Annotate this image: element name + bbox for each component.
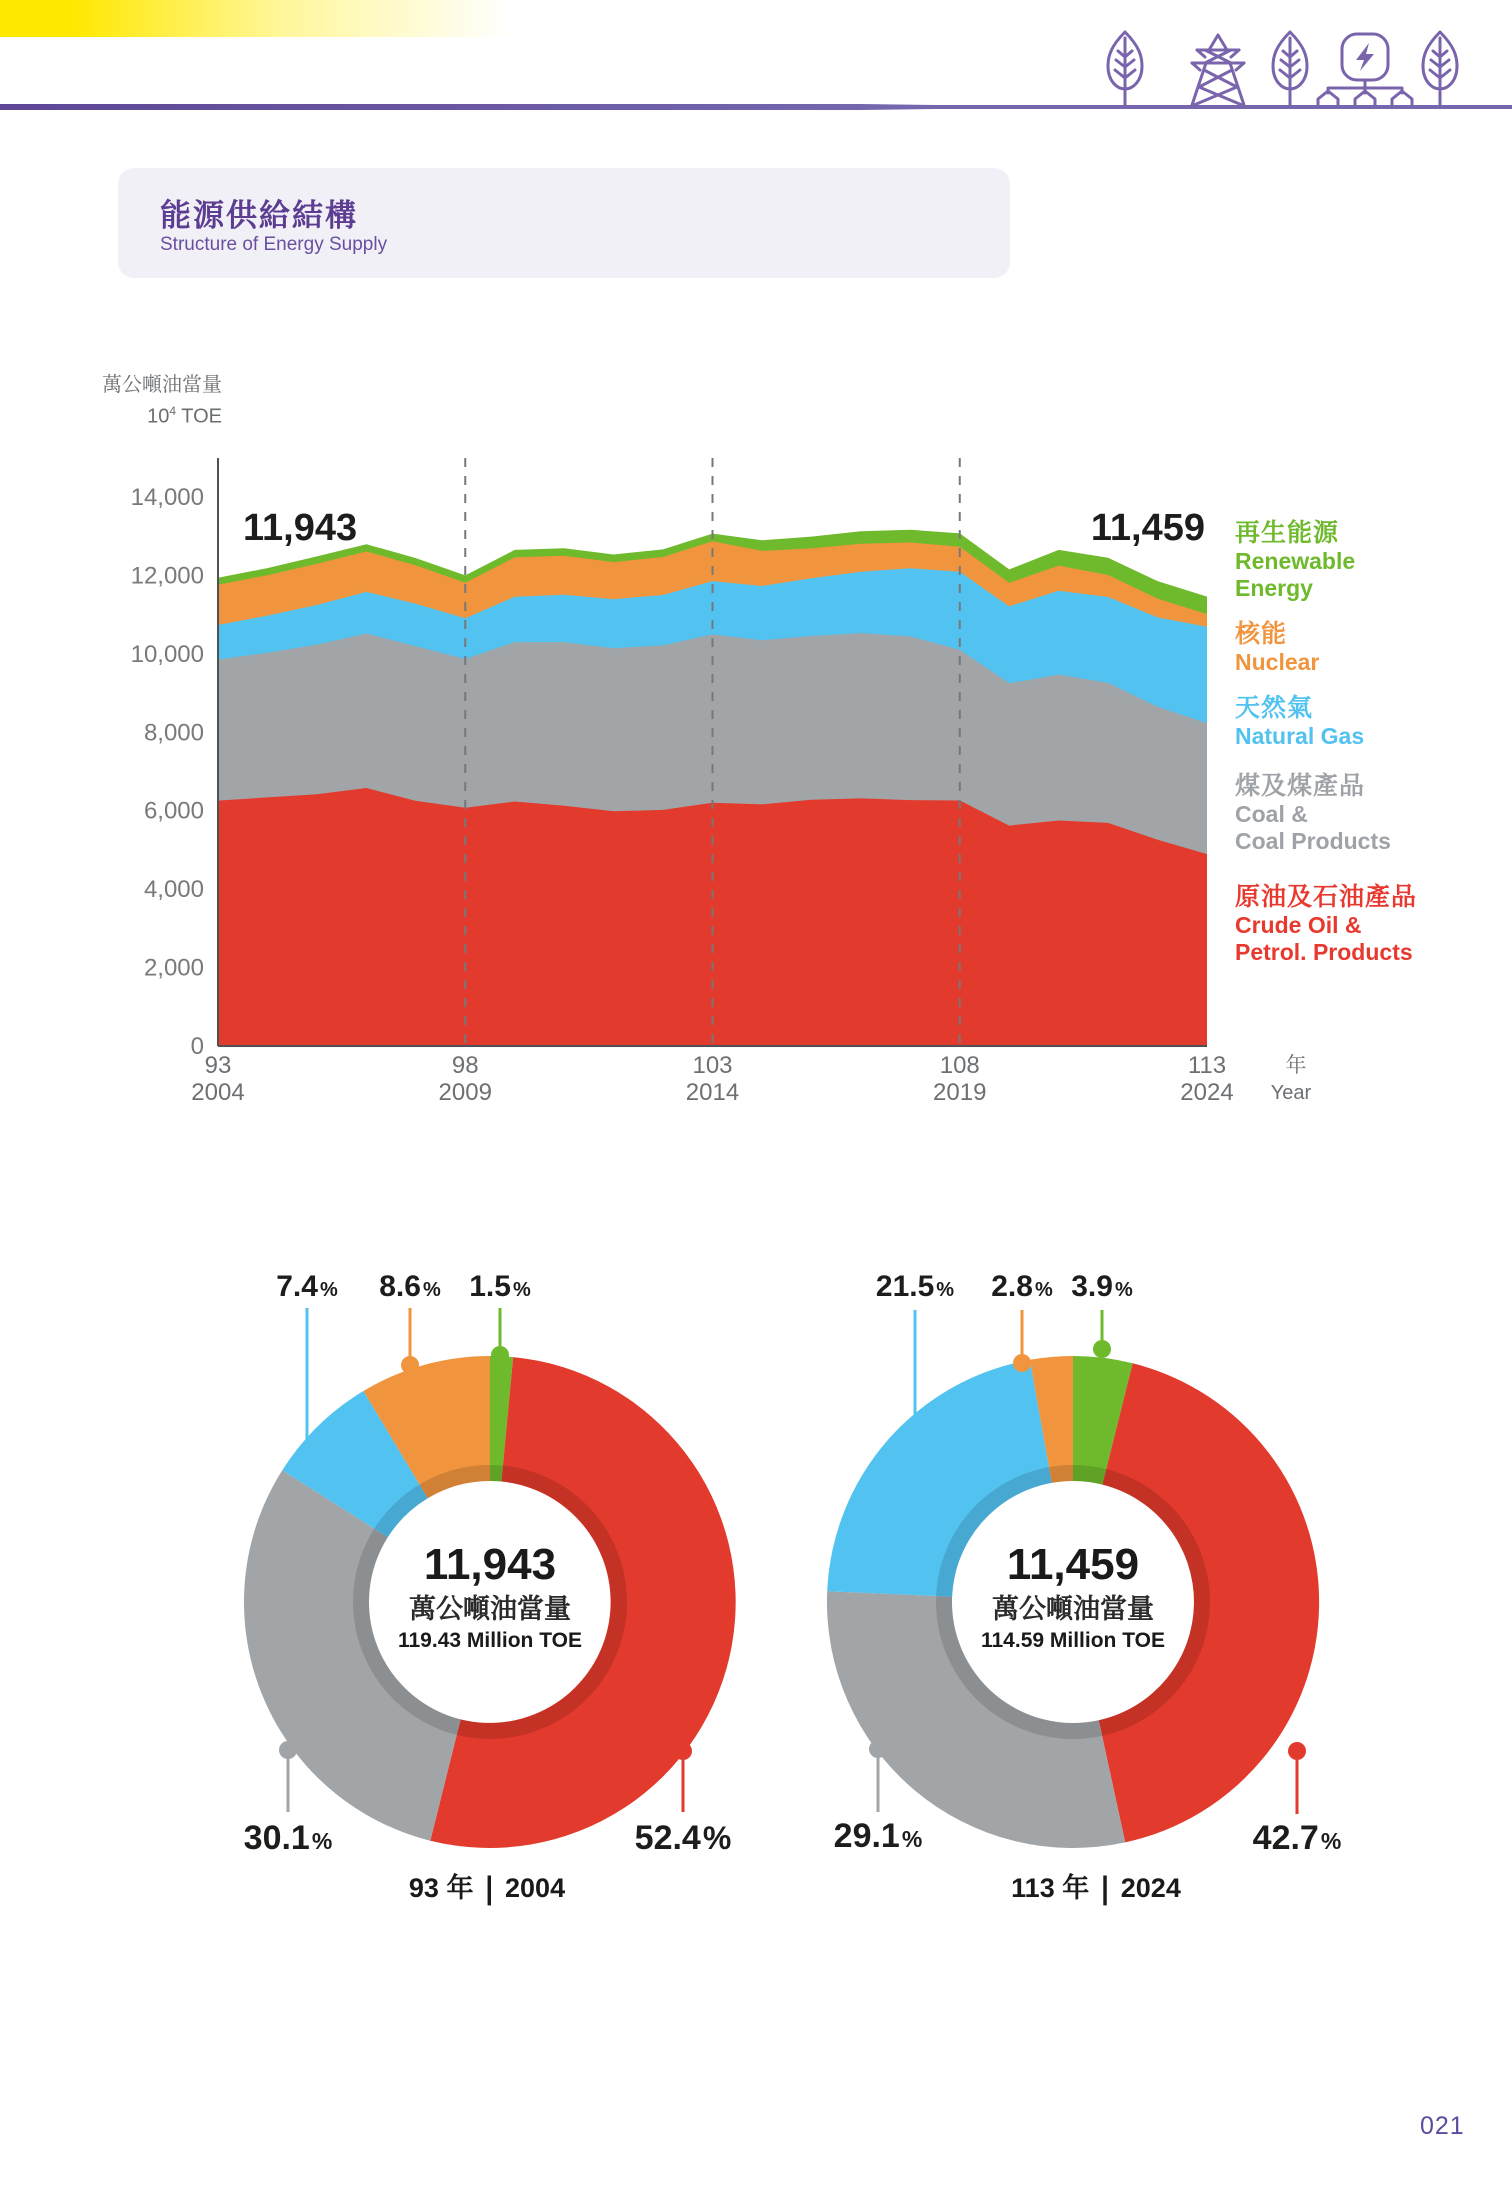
y-tick-label: 0 — [190, 1033, 204, 1060]
legend-label: 核能 — [1235, 620, 1288, 648]
legend-label: Natural Gas — [1235, 723, 1365, 749]
x-tick-ad-year: 2019 — [933, 1079, 987, 1106]
x-tick-ad-year: 2024 — [1180, 1079, 1234, 1106]
page-number: 021 — [1420, 2112, 1465, 2140]
donut-percentage-label: 52.4% — [634, 1819, 732, 1857]
x-tick-roc-year: 108 — [939, 1052, 980, 1079]
donut-unit-zh: 萬公噸油當量 — [409, 1594, 571, 1624]
y-tick-label: 12,000 — [130, 562, 204, 590]
x-tick-roc-year: 98 — [451, 1052, 479, 1079]
legend-label: Crude Oil & — [1235, 912, 1362, 938]
leader-dot — [906, 1422, 924, 1440]
legend-label: Renewable — [1235, 548, 1356, 574]
donut-percentage-label: 42.7% — [1252, 1819, 1342, 1857]
y-tick-label: 6,000 — [143, 797, 204, 825]
leader-dot — [401, 1356, 419, 1374]
transmission-tower-icon — [1192, 35, 1244, 105]
leader-dot — [491, 1346, 509, 1364]
x-tick-ad-year: 2014 — [685, 1079, 740, 1106]
legend-item-renewable — [1235, 519, 1505, 602]
y-tick-label: 8,000 — [143, 719, 204, 747]
x-tick-ad-year: 2009 — [438, 1079, 492, 1106]
section-title-block — [118, 168, 1010, 278]
y-tick-label: 2,000 — [143, 954, 204, 982]
legend-label: Coal & — [1235, 801, 1308, 827]
page-title-zh: 能源供給結構 — [160, 198, 358, 233]
legend-label: 再生能源 — [1235, 519, 1340, 547]
legend-label: 原油及石油產品 — [1235, 883, 1418, 911]
total-annotation: 11,943 — [243, 507, 358, 549]
donut-percentage-label: 2.8 % — [991, 1270, 1053, 1303]
donut-caption-2004: 93 年 | 2004 — [408, 1870, 566, 1906]
energy-supply-donut-charts — [0, 1240, 1512, 1920]
y-axis-unit-en: $10^4$ TOE — [147, 404, 222, 428]
donut-percentage-label: 21.5 % — [875, 1270, 955, 1303]
donut-percentage-label: 3.9 % — [1071, 1270, 1133, 1303]
legend-label: 天然氣 — [1235, 694, 1314, 722]
leader-dot — [1288, 1742, 1306, 1760]
legend-item-crude-oil — [1235, 883, 1505, 966]
x-axis-label-zh: 年 — [1285, 1054, 1307, 1077]
donut-center-2004 — [365, 1541, 615, 1653]
power-distribution-icon — [1318, 34, 1412, 105]
donut-center-2024 — [948, 1541, 1198, 1653]
x-tick-roc-year: 113 — [1187, 1052, 1227, 1079]
y-tick-label: 4,000 — [143, 876, 204, 904]
y-tick-label: 14,000 — [130, 484, 204, 511]
leader-dot — [869, 1740, 887, 1758]
leaf-icon — [1273, 32, 1307, 105]
top-yellow-accent-bar — [0, 0, 512, 37]
donut-percentage-label: 30.1% — [243, 1819, 333, 1857]
x-tick-roc-year: 93 — [204, 1052, 232, 1079]
legend-item-coal — [1235, 772, 1505, 855]
header-energy-icons — [1093, 30, 1473, 108]
x-axis-label-en: Year — [1270, 1082, 1312, 1104]
leaf-icon — [1423, 32, 1457, 105]
x-tick-roc-year: 103 — [692, 1052, 733, 1079]
leader-dot — [298, 1455, 316, 1473]
y-axis-unit-label — [60, 372, 222, 430]
donut-percentage-label: 29.1% — [833, 1817, 923, 1855]
legend-label: Coal Products — [1235, 828, 1391, 854]
header-rule-accent — [0, 104, 935, 110]
donut-total-value: 11,943 — [423, 1540, 557, 1589]
donut-percentage-label: 7.4 % — [276, 1270, 338, 1303]
y-tick-label: 10,000 — [130, 640, 204, 668]
leader-dot — [674, 1742, 692, 1760]
leader-dot — [1093, 1340, 1111, 1358]
total-annotation: 11,459 — [1090, 507, 1205, 549]
donut-percentage-label: 1.5 % — [469, 1270, 531, 1303]
donut-unit-en: 119.43 Million TOE — [397, 1629, 583, 1652]
legend-item-nuclear — [1235, 620, 1505, 676]
leader-dot — [1013, 1354, 1031, 1372]
legend-item-natural-gas — [1235, 694, 1505, 750]
donut-slice-coal — [244, 1470, 461, 1841]
donut-percentage-label: 8.6 % — [379, 1270, 441, 1303]
donut-unit-en: 114.59 Million TOE — [980, 1629, 1166, 1652]
donut-unit-zh: 萬公噸油當量 — [992, 1594, 1154, 1624]
x-tick-ad-year: 2004 — [191, 1079, 245, 1106]
legend-label: Nuclear — [1235, 649, 1320, 675]
donut-caption-2024: 113 年 | 2024 — [1011, 1870, 1181, 1906]
legend-label: 煤及煤產品 — [1235, 772, 1366, 800]
chart-legend — [1235, 519, 1505, 984]
leader-dot — [279, 1741, 297, 1759]
page-title-en: Structure of Energy Supply — [160, 234, 388, 255]
leaf-icon — [1108, 32, 1142, 105]
legend-label: Petrol. Products — [1235, 939, 1413, 965]
y-axis-unit-zh: 萬公噸油當量 — [102, 374, 222, 396]
legend-label: Energy — [1235, 575, 1313, 601]
donut-total-value: 11,459 — [1006, 1540, 1140, 1589]
